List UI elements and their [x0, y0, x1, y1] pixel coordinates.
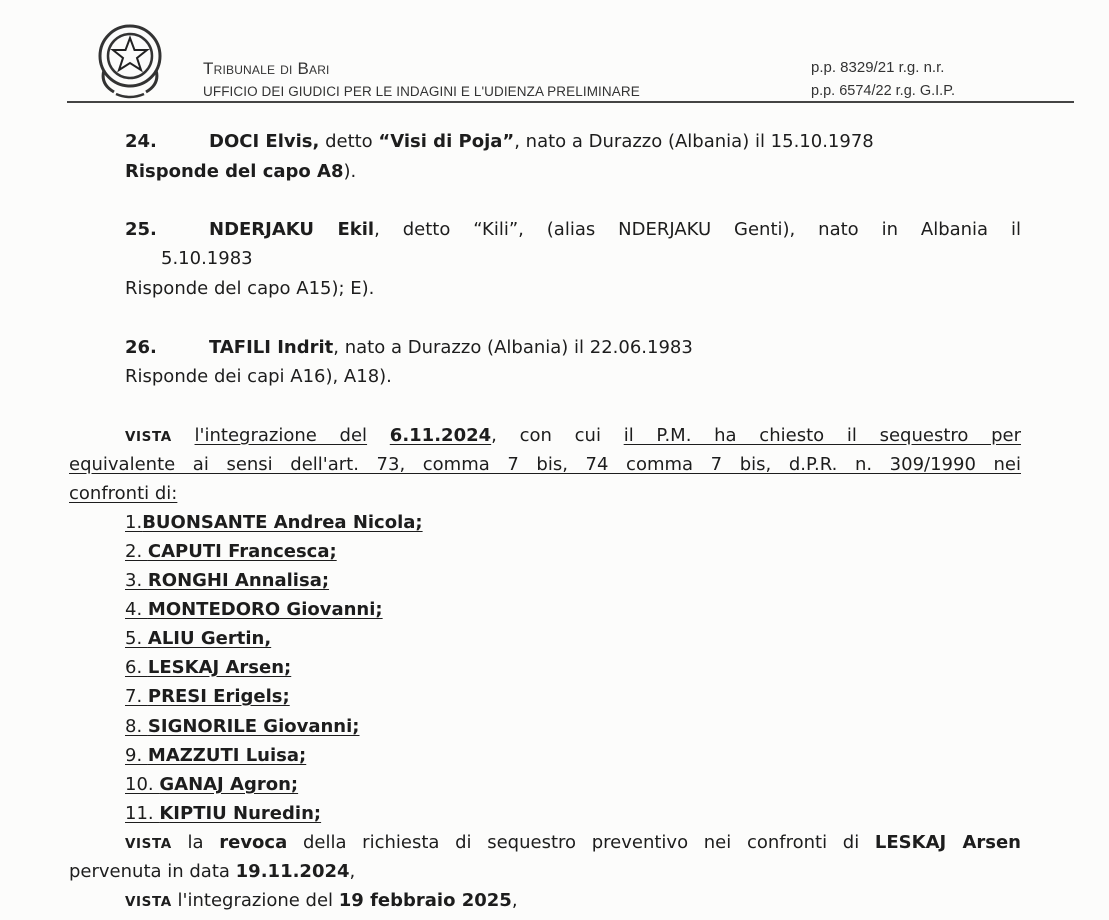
list-item-name: ALIU Gertin,: [147, 628, 272, 649]
entry-line: [209, 127, 874, 156]
vista-date: 19 febbraio 2025: [338, 890, 512, 911]
entry-text: , detto “Kili”, (alias NDERJAKU Genti), nato in Albania il: [374, 219, 1021, 240]
vista-text: ,: [511, 890, 518, 911]
vista-text: la: [171, 832, 220, 853]
entry-line: [209, 333, 693, 362]
vista-keyword: VISTA: [125, 429, 172, 445]
list-item-number: 2.: [125, 541, 148, 562]
list-item-number: 7.: [125, 686, 148, 707]
list-item-number: 3.: [125, 570, 148, 591]
list-item: [125, 595, 383, 624]
republic-emblem-icon: [96, 20, 164, 100]
list-item-number: 10.: [125, 774, 160, 795]
vista-text: l'integrazione del: [194, 425, 368, 446]
vista-date: 19.11.2024: [235, 861, 350, 882]
list-item: [125, 537, 337, 566]
list-item-number: 4.: [125, 599, 148, 620]
entry-number: 25.: [125, 219, 157, 240]
vista-emphasis: revoca: [219, 832, 288, 853]
list-item-name: BUONSANTE Andrea Nicola;: [142, 512, 423, 533]
list-item-number: 6.: [125, 657, 148, 678]
vista-text: l'integrazione del: [171, 890, 339, 911]
vista-text: equivalente ai sensi dell'art. 73, comma 7 bis, 74 comma 7 bis, d.P.R. n. 309/1990 nei: [69, 454, 1021, 475]
entry-line: [209, 215, 1021, 244]
entry-text: detto: [319, 131, 379, 152]
entry-charge: Risponde dei capi A16), A18).: [125, 366, 392, 387]
case-number-nr: p.p. 8329/21 r.g. n.r.: [811, 59, 945, 76]
entry-line: 5.10.1983: [161, 248, 253, 269]
entry-number: 26.: [125, 337, 157, 358]
office-name: UFFICIO DEI GIUDICI PER LE INDAGINI E L'UDIENZA PRELIMINARE: [203, 84, 640, 99]
vista-line: [69, 450, 1021, 479]
header-rule: [67, 101, 1074, 103]
list-item: [125, 770, 298, 799]
entry-surname: NDERJAKU Ekil: [209, 219, 375, 240]
entry-nickname: “Visi di Poja”: [378, 131, 515, 152]
list-item-number: 1.: [125, 512, 143, 533]
vista-text: pervenuta in data: [69, 861, 236, 882]
list-item: [125, 799, 321, 828]
list-item: [125, 741, 306, 770]
list-item-name: MAZZUTI Luisa;: [147, 745, 307, 766]
list-item: [125, 566, 329, 595]
list-item-number: 9.: [125, 745, 148, 766]
list-item-name: RONGHI Annalisa;: [147, 570, 330, 591]
vista-text: della richiesta di sequestro preventivo nei confronti di: [287, 832, 875, 853]
entry-text: , nato a Durazzo (Albania) il 22.06.1983: [333, 337, 693, 358]
list-item-name: LESKAJ Arsen;: [147, 657, 292, 678]
list-item: [125, 508, 423, 537]
entry-text: , nato a Durazzo (Albania) il 15.10.1978: [514, 131, 874, 152]
vista-name: LESKAJ Arsen: [874, 832, 1021, 853]
list-item-number: 11.: [125, 803, 160, 824]
vista-line: confronti di:: [69, 483, 178, 504]
court-name: Tribunale di Bari: [203, 59, 330, 78]
list-item: [125, 624, 271, 653]
entry-surname: DOCI Elvis,: [209, 131, 320, 152]
list-item-name: PRESI Erigels;: [147, 686, 290, 707]
list-item-number: 5.: [125, 628, 148, 649]
list-item: [125, 653, 291, 682]
vista-keyword: VISTA: [125, 894, 172, 910]
vista-date: 6.11.2024: [389, 425, 492, 446]
vista-keyword: VISTA: [125, 836, 172, 852]
list-item-name: KIPTIU Nuredin;: [159, 803, 322, 824]
entry-number: 24.: [125, 131, 157, 152]
list-item: [125, 682, 290, 711]
list-item: [125, 712, 360, 741]
vista-text: il P.M. ha chiesto il sequestro per: [623, 425, 1021, 446]
vista-text: , con cui: [491, 425, 601, 446]
list-item-name: CAPUTI Francesca;: [147, 541, 337, 562]
vista-paragraph: [125, 828, 1021, 857]
charge-end: ).: [343, 161, 357, 182]
list-item-name: MONTEDORO Giovanni;: [147, 599, 383, 620]
list-item-name: GANAJ Agron;: [159, 774, 299, 795]
vista-paragraph: [125, 886, 518, 917]
vista-paragraph: [125, 421, 1021, 450]
list-item-name: SIGNORILE Giovanni;: [147, 716, 360, 737]
vista-text: ,: [349, 861, 356, 882]
charge-text: Risponde del capo A8: [125, 161, 344, 182]
vista-line: [69, 857, 355, 886]
entry-charge: [125, 157, 356, 186]
case-number-gip: p.p. 6574/22 r.g. G.I.P.: [811, 83, 956, 99]
list-item-number: 8.: [125, 716, 148, 737]
entry-charge: Risponde del capo A15); E).: [125, 278, 375, 299]
entry-surname: TAFILI Indrit: [209, 337, 334, 358]
